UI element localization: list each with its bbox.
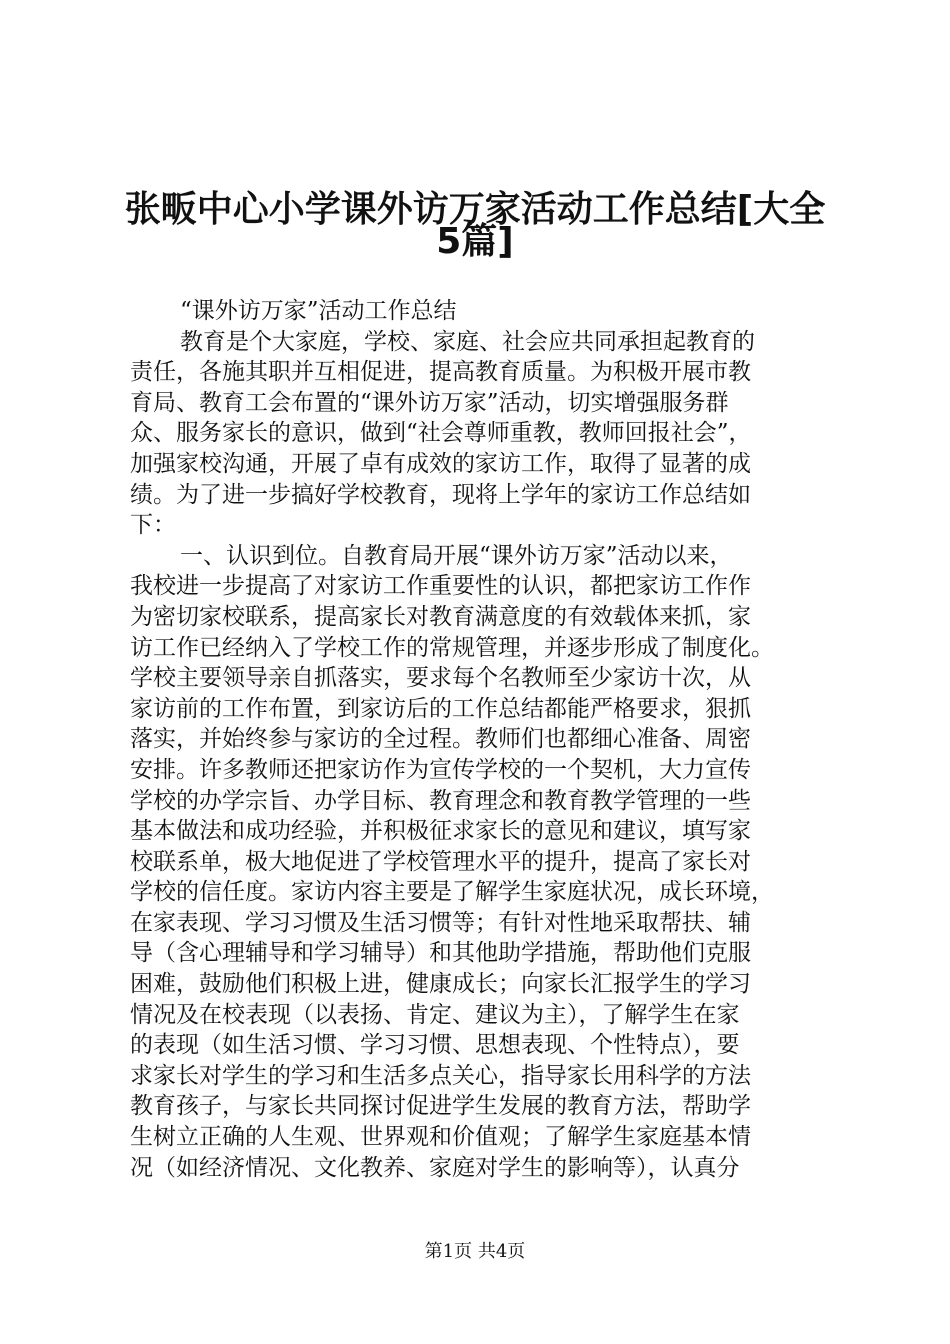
paragraph-line: 落实，并始终参与家访的全过程。教师们也都细心准备、周密 <box>130 726 751 753</box>
paragraph-line: 的表现（如生活习惯、学习习惯、思想表现、个性特点），要 <box>130 1032 740 1059</box>
paragraph-line: 求家长对学生的学习和生活多点关心，指导家长用科学的方法 <box>130 1062 751 1089</box>
paragraph-line: 在家表现、学习习惯及生活习惯等；有针对性地采取帮扶、辅 <box>130 909 751 936</box>
paragraph-line: 基本做法和成功经验，并积极征求家长的意见和建议，填写家 <box>130 818 751 845</box>
paragraph-line: 责任，各施其职并互相促进，提高教育质量。为积极开展市教 <box>130 359 751 386</box>
paragraph-line: 困难，鼓励他们积极上进，健康成长；向家长汇报学生的学习 <box>130 971 751 998</box>
paragraph-line: 教育孩子，与家长共同探讨促进学生发展的教育方法，帮助学 <box>130 1093 751 1120</box>
paragraph-line: 况（如经济情况、文化教养、家庭对学生的影响等），认真分 <box>130 1154 740 1181</box>
paragraph-line: 家访前的工作布置，到家访后的工作总结都能严格要求，狠抓 <box>130 695 751 722</box>
document-title-line-1: 张畈中心小学课外访万家活动工作总结[大全 <box>124 189 826 230</box>
document-title-line-2: 5篇] <box>436 221 514 262</box>
paragraph-line: 安排。许多教师还把家访作为宣传学校的一个契机，大力宣传 <box>130 756 751 783</box>
document-body <box>130 296 830 1183</box>
paragraph-line: 教育是个大家庭，学校、家庭、社会应共同承担起教育的 <box>180 328 755 355</box>
paragraph-line: 育局、教育工会布置的“课外访万家”活动，切实增强服务群 <box>130 389 729 416</box>
paragraph-line: 绩。为了进一步搞好学校教育，现将上学年的家访工作总结如 <box>130 481 751 508</box>
paragraph-line: 访工作已经纳入了学校工作的常规管理，并逐步形成了制度化。 <box>130 634 774 661</box>
paragraph-line: 我校进一步提高了对家访工作重要性的认识，都把家访工作作 <box>130 573 751 600</box>
page-number-footer: 第1页 共4页 <box>424 1241 526 1262</box>
paragraph-line: 学校主要领导亲自抓落实，要求每个名教师至少家访十次，从 <box>130 665 751 692</box>
paragraph-line: 校联系单，极大地促进了学校管理水平的提升，提高了家长对 <box>130 848 751 875</box>
paragraph-line: 加强家校沟通，开展了卓有成效的家访工作，取得了显著的成 <box>130 450 751 477</box>
paragraph-line: 学校的办学宗旨、办学目标、教育理念和教育教学管理的一些 <box>130 787 751 814</box>
subtitle: “课外访万家”活动工作总结 <box>180 298 457 324</box>
paragraph-line: 一、认识到位。自教育局开展“课外访万家”活动以来， <box>180 542 733 569</box>
paragraph-line: 情况及在校表现（以表扬、肯定、建议为主），了解学生在家 <box>130 1001 740 1028</box>
paragraph-line: 下： <box>130 512 176 539</box>
paragraph-line: 生树立正确的人生观、世界观和价值观；了解学生家庭基本情 <box>130 1124 751 1151</box>
paragraph-line: 学校的信任度。家访内容主要是了解学生家庭状况，成长环境， <box>130 879 774 906</box>
paragraph-line: 为密切家校联系，提高家长对教育满意度的有效载体来抓，家 <box>130 603 751 630</box>
paragraph-line: 导（含心理辅导和学习辅导）和其他助学措施，帮助他们克服 <box>130 940 751 967</box>
paragraph-line: 众、服务家长的意识，做到“社会尊师重教，教师回报社会”， <box>130 420 752 447</box>
